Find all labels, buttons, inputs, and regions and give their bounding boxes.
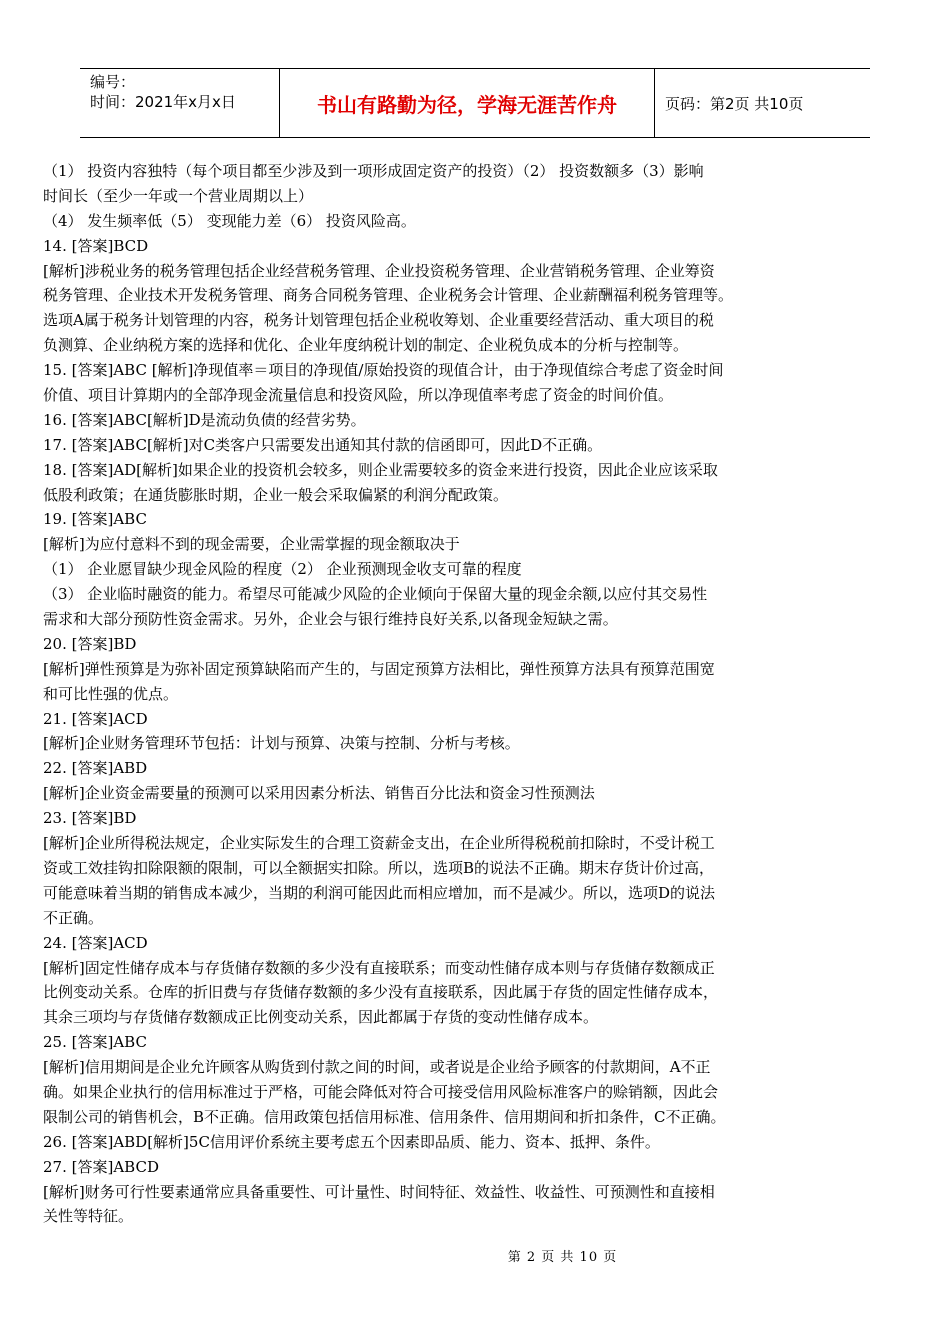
text-line: [解析]企业资金需要量的预测可以采用因素分析法、销售百分比法和资金习性预测法 <box>43 784 595 803</box>
text-line: 需求和大部分预防性资金需求。另外，企业会与银行维持良好关系,以备现金短缺之需。 <box>43 610 618 629</box>
text-line: 19. [答案]ABC <box>43 510 147 529</box>
text-line: 27. [答案]ABCD <box>43 1157 159 1176</box>
text-line: [解析]弹性预算是为弥补固定预算缺陷而产生的，与固定预算方法相比，弹性预算方法具有预算范围宽 <box>43 659 715 678</box>
text-line: （1） 企业愿冒缺少现金风险的程度（2） 企业预测现金收支可靠的程度 <box>43 560 522 579</box>
text-line: 其余三项均与存货储存数额成正比例变动关系，因此都属于存货的变动性储存成本。 <box>43 1008 599 1027</box>
text-line: 23. [答案]BD <box>43 809 137 828</box>
text-line: 关性等特征。 <box>43 1207 134 1226</box>
header-motto: 书山有路勤为径，学海无涯苦作舟 <box>280 69 655 137</box>
document-time-label: 时间：2021年x月x日 <box>90 93 236 111</box>
text-line: 负测算、企业纳税方案的选择和优化、企业年度纳税计划的制定、企业税负成本的分析与控制等。 <box>43 336 689 355</box>
document-body <box>43 159 813 1229</box>
text-line: 26. [答案]ABD[解析]5C信用评价系统主要考虑五个因素即品质、能力、资本、抵押、条件。 <box>43 1132 660 1151</box>
document-number-label: 编号： <box>90 73 136 91</box>
text-line: 限制公司的销售机会，B不正确。信用政策包括信用标准、信用条件、信用期间和折扣条件，C不正确。 <box>43 1107 726 1126</box>
text-line: [解析]企业所得税法规定，企业实际发生的合理工资薪金支出，在企业所得税税前扣除时，不受计税工 <box>43 834 715 853</box>
text-line: 低股利政策；在通货膨胀时期，企业一般会采取偏紧的利润分配政策。 <box>43 485 509 504</box>
text-line: [解析]固定性储存成本与存货储存数额的多少没有直接联系；而变动性储存成本则与存货储存数额成正 <box>43 958 715 977</box>
text-line: （1） 投资内容独特（每个项目都至少涉及到一项形成固定资产的投资）（2） 投资数额多（3）影响 <box>43 162 704 180</box>
text-line: [解析]涉税业务的税务管理包括企业经营税务管理、企业投资税务管理、企业营销税务管理、企业筹资 <box>43 261 715 280</box>
text-line: 14. [答案]BCD <box>43 236 149 255</box>
text-line: 15. [答案]ABC [解析]净现值率＝项目的净现值/原始投资的现值合计，由于净现值综合考虑了资金时间 <box>43 361 724 380</box>
text-line: 18. [答案]AD[解析]如果企业的投资机会较多，则企业需要较多的资金来进行投资，因此企业应该采取 <box>43 460 718 479</box>
text-line: 选项A属于税务计划管理的内容，税务计划管理包括企业税收筹划、企业重要经营活动、重大项目的税 <box>43 311 714 330</box>
text-line: 16. [答案]ABC[解析]D是流动负债的经营劣势。 <box>43 410 366 429</box>
page-footer: 第 2 页 共 10 页 <box>507 1250 618 1265</box>
text-line: 不正确。 <box>43 908 104 927</box>
text-line: 20. [答案]BD <box>43 634 137 653</box>
text-line: 时间长（至少一年或一个营业周期以上） <box>43 186 314 205</box>
text-line: 24. [答案]ACD <box>43 933 148 952</box>
text-line: 税务管理、企业技术开发税务管理、商务合同税务管理、企业税务会计管理、企业薪酬福利税务管理等。 <box>43 286 734 305</box>
text-line: 22. [答案]ABD <box>43 759 148 778</box>
header-meta <box>80 69 280 137</box>
text-line: 确。如果企业执行的信用标准过于严格，可能会降低对符合可接受信用风险标准客户的赊销额，因此会 <box>43 1082 719 1101</box>
text-line: [解析]信用期间是企业允许顾客从购货到付款之间的时间，或者说是企业给予顾客的付款期间，A不正 <box>43 1058 711 1077</box>
text-line: 可能意味着当期的销售成本减少，当期的利润可能因此而相应增加，而不是减少。所以，选项D的说法 <box>43 883 716 902</box>
text-line: 17. [答案]ABC[解析]对C类客户只需要发出通知其付款的信函即可，因此D不正确。 <box>43 435 603 454</box>
text-line: 和可比性强的优点。 <box>43 684 179 703</box>
text-line: [解析]企业财务管理环节包括：计划与预算、决策与控制、分析与考核。 <box>43 734 520 753</box>
text-line: （3） 企业临时融资的能力。希望尽可能减少风险的企业倾向于保留大量的现金余额,以应付其交易性 <box>43 585 708 604</box>
text-line: 资或工效挂钩扣除限额的限制，可以全额据实扣除。所以，选项B的说法不正确。期末存货计价过高， <box>43 858 715 877</box>
text-line: [解析]为应付意料不到的现金需要，企业需掌握的现金额取决于 <box>43 535 460 554</box>
text-line: 价值、项目计算期内的全部净现金流量信息和投资风险，所以净现值率考虑了资金的时间价值。 <box>43 386 674 405</box>
text-line: [解析]财务可行性要素通常应具备重要性、可计量性、时间特征、效益性、收益性、可预测性和直接相 <box>43 1182 715 1201</box>
text-line: 比例变动关系。仓库的折旧费与存货储存数额的多少没有直接联系，因此属于存货的固定性储存成本， <box>43 983 719 1002</box>
page-header <box>80 68 870 138</box>
text-line: 21. [答案]ACD <box>43 709 148 728</box>
text-line: （4） 发生频率低（5） 变现能力差（6） 投资风险高。 <box>43 211 416 230</box>
header-page-number: 页码：第2页 共10页 <box>665 94 804 113</box>
text-line: 25. [答案]ABC <box>43 1033 147 1052</box>
